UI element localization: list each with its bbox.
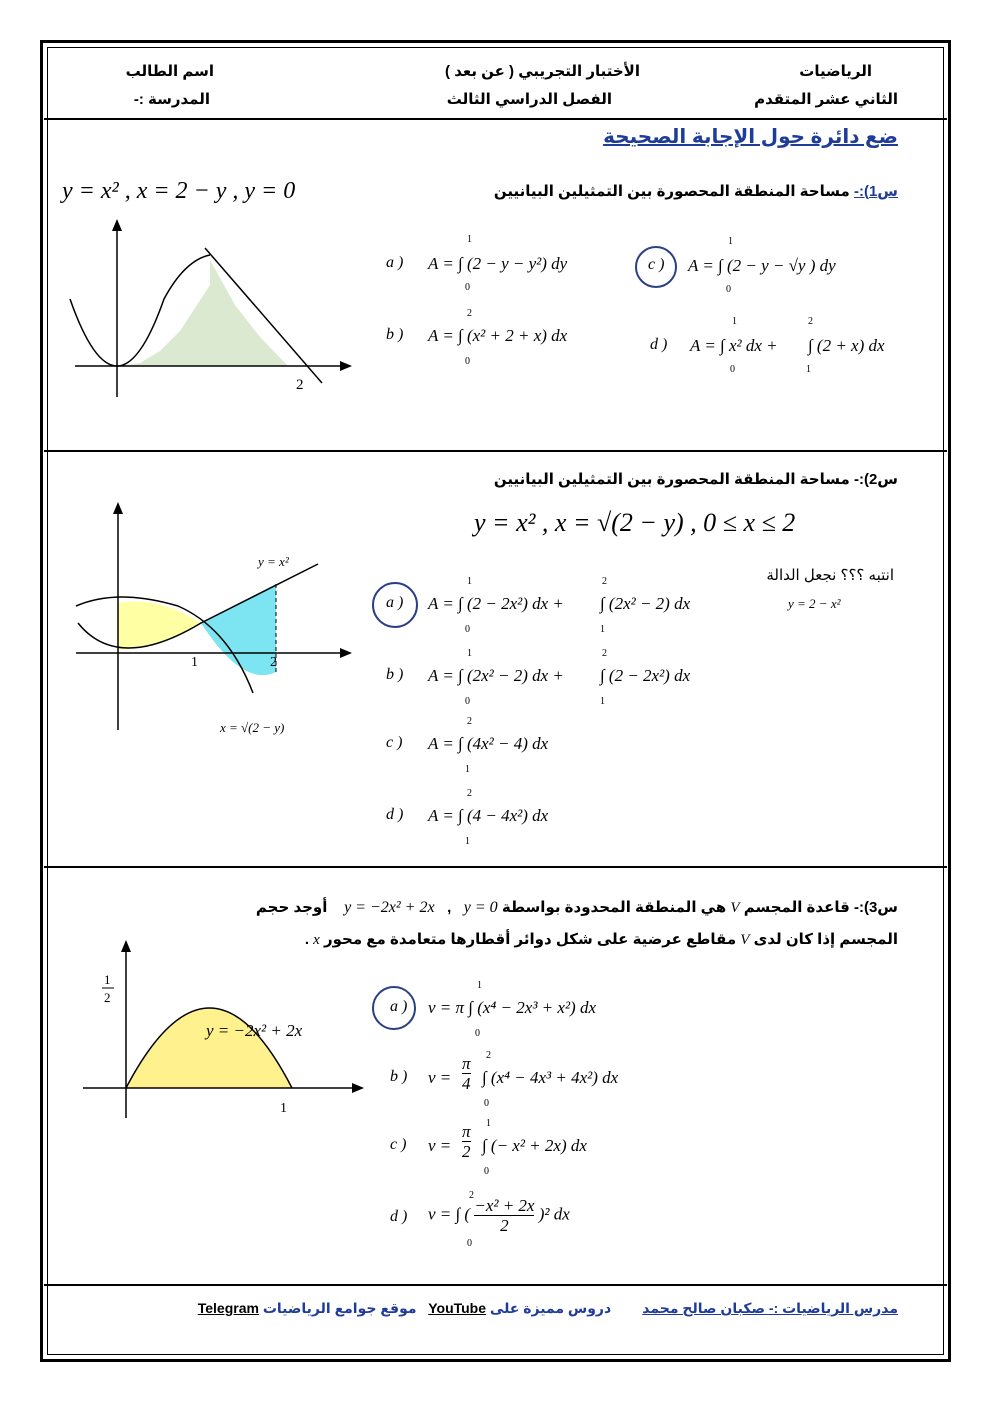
- q2-tick-2: 2: [270, 655, 277, 670]
- q3-c-v-eq: v =: [428, 1136, 452, 1155]
- q1-d-expr1[interactable]: A = ∫ x² dx +: [690, 336, 778, 355]
- header-term: الفصل الدراسي الثالث: [446, 91, 612, 108]
- q3-b-v-eq: v =: [428, 1068, 452, 1087]
- q1-d-upper2: 2: [808, 316, 813, 327]
- divider-q3: [44, 1284, 947, 1286]
- q2-parabola-up: [78, 564, 318, 648]
- q3-b-coef-num: π: [462, 1054, 471, 1073]
- header-subject: الرياضيات: [799, 63, 872, 80]
- q2-c-lower: 1: [465, 764, 470, 775]
- q2-b-expr1[interactable]: A = ∫ (2x² − 2) dx +: [428, 666, 564, 685]
- q3-line1: [256, 898, 898, 917]
- q1-b-letter: b ): [386, 326, 404, 343]
- q1-equations: y = x² , x = 2 − y , y = 0: [62, 178, 296, 204]
- header-student: اسم الطالب: [125, 63, 214, 80]
- q3-line2: [305, 930, 898, 949]
- instruction-title: ضع دائرة حول الإجابة الصحيحة: [603, 126, 898, 148]
- q3-c-coef-num: π: [462, 1122, 471, 1141]
- q3-d-den: 2: [500, 1216, 509, 1235]
- q3-label: س3):-: [853, 899, 898, 916]
- q2-b-upper2: 2: [602, 648, 607, 659]
- q3-c-coef-den: 2: [462, 1142, 471, 1161]
- q3-a-letter: a ): [390, 998, 408, 1015]
- q3-y-tick-num: 1: [104, 972, 111, 987]
- q3-b-lower: 0: [484, 1098, 489, 1109]
- q3-var-V: V: [730, 900, 740, 916]
- q2-note: انتبه ؟؟؟ نجعل الدالة: [766, 567, 894, 584]
- q1-text: مساحة المنطقة المحصورة بين التمثيلين البيانيين: [493, 183, 850, 200]
- q1-c-expr[interactable]: A = ∫ (2 − y − √y ) dy: [688, 256, 836, 275]
- q3-b-coef: [462, 1054, 471, 1093]
- q1-y-arrow: [112, 219, 122, 231]
- q2-b-lower1: 0: [465, 696, 470, 707]
- divider-q2: [44, 866, 947, 868]
- q2-b-letter: b ): [386, 666, 404, 683]
- q3-d-expr[interactable]: [428, 1196, 570, 1235]
- q2-equations: y = x² , x = √(2 − y) , 0 ≤ x ≤ 2: [474, 508, 796, 537]
- q2-d-upper: 2: [467, 788, 472, 799]
- q2-note-eq: y = 2 − x²: [788, 596, 841, 611]
- q1-b-lower: 0: [465, 356, 470, 367]
- q3-text1a: قاعدة المجسم: [743, 899, 850, 916]
- q3-a-lower: 0: [475, 1028, 480, 1039]
- q2-d-expr[interactable]: A = ∫ (4 − 4x²) dx: [428, 806, 549, 825]
- footer-site: موقع جوامع الرياضيات: [262, 1300, 417, 1316]
- q1-graph: [60, 215, 360, 405]
- q2-curve1-label: y = x²: [258, 554, 289, 569]
- q2-c-expr[interactable]: A = ∫ (4x² − 4) dx: [428, 734, 549, 753]
- q1-d-lower1: 0: [730, 364, 735, 375]
- q2-b-upper1: 1: [467, 648, 472, 659]
- q3-b-letter: b ): [390, 1068, 408, 1085]
- q2-y-arrow: [113, 502, 123, 514]
- q3-y-arrow: [121, 940, 131, 952]
- q3-c-lower: 0: [484, 1166, 489, 1177]
- q1-tick-2: 2: [296, 377, 304, 393]
- q2-b-lower2: 1: [600, 696, 605, 707]
- q2-a-upper2: 2: [602, 576, 607, 587]
- footer-teacher: مدرس الرياضيات :- صكبان صالح محمد: [642, 1300, 898, 1316]
- q1-c-lower: 0: [726, 284, 731, 295]
- q2-d-letter: d ): [386, 806, 404, 823]
- q3-a-upper: 1: [477, 980, 482, 991]
- q3-a-expr[interactable]: v = π ∫ (x⁴ − 2x³ + x²) dx: [428, 998, 596, 1017]
- q3-d-upper: 2: [469, 1190, 474, 1201]
- q2-text: مساحة المنطقة المحصورة بين التمثيلين البيانيين: [493, 471, 850, 488]
- header-school: المدرسة :-: [133, 91, 210, 108]
- q1-question: [494, 182, 898, 200]
- q2-a-expr1[interactable]: A = ∫ (2 − 2x²) dx +: [428, 594, 564, 613]
- q1-a-upper: 1: [467, 234, 472, 245]
- q2-tick-1: 1: [191, 655, 198, 670]
- divider-q1: [44, 450, 947, 452]
- q3-d-num: −x² + 2x: [474, 1196, 535, 1215]
- header-grade: الثاني عشر المتقدم: [754, 91, 898, 108]
- q1-x-arrow: [340, 361, 352, 371]
- q3-x-tick-1: 1: [280, 1101, 287, 1116]
- divider-header: [44, 118, 947, 120]
- q3-c-upper: 1: [486, 1118, 491, 1129]
- q3-text2c: .: [304, 931, 309, 948]
- q2-question: [494, 470, 898, 488]
- q3-d-post: )² dx: [538, 1204, 570, 1224]
- q2-label: س2):-: [853, 471, 898, 488]
- footer-youtube[interactable]: YouTube: [428, 1300, 487, 1316]
- footer-telegram[interactable]: Telegram: [197, 1300, 259, 1316]
- q2-c-letter: c ): [386, 734, 403, 751]
- q3-d-letter: d ): [390, 1208, 408, 1225]
- q3-b-coef-den: 4: [462, 1074, 471, 1093]
- q3-graph: [78, 938, 368, 1128]
- q1-a-expr[interactable]: A = ∫ (2 − y − y²) dy: [428, 254, 568, 273]
- q2-d-lower: 1: [465, 836, 470, 847]
- q1-b-expr[interactable]: A = ∫ (x² + 2 + x) dx: [428, 326, 568, 345]
- q2-a-lower1: 0: [465, 624, 470, 635]
- q3-text2b: مقاطع عرضية على شكل دوائر أقطارها متعامدة مع محور: [324, 931, 737, 948]
- q1-label: س1):-: [853, 183, 898, 200]
- q1-a-letter: a ): [386, 254, 404, 271]
- q3-b-expr[interactable]: ∫ (x⁴ − 4x³ + 4x²) dx: [482, 1068, 619, 1087]
- q1-c-letter: c ): [648, 256, 665, 273]
- q3-eq-sep: ,: [447, 899, 452, 916]
- q2-curve2-label: x = √(2 − y): [220, 720, 285, 735]
- q3-var-x: x: [313, 932, 320, 948]
- q3-eq2: y = 0: [463, 899, 498, 916]
- q2-x-arrow: [340, 648, 352, 658]
- q2-a-upper1: 1: [467, 576, 472, 587]
- q2-c-upper: 2: [467, 716, 472, 727]
- q1-c-upper: 1: [728, 236, 733, 247]
- q2-b-expr2[interactable]: ∫ (2 − 2x²) dx: [600, 666, 691, 685]
- q3-text2a: المجسم إذا كان لدى: [753, 931, 898, 948]
- q1-d-expr2[interactable]: ∫ (2 + x) dx: [808, 336, 885, 355]
- footer-lessons: دروس مميزة على: [489, 1300, 612, 1316]
- q3-text1b: هي المنطقة المحدودة بواسطة: [501, 899, 727, 916]
- q1-shaded-region: [117, 260, 288, 366]
- q2-graph: [68, 498, 358, 738]
- q3-c-expr[interactable]: ∫ (− x² + 2x) dx: [482, 1136, 587, 1155]
- q3-eq1: y = −2x² + 2x: [344, 899, 435, 916]
- q1-a-lower: 0: [465, 282, 470, 293]
- q3-x-arrow: [352, 1083, 364, 1093]
- q3-var-V2: V: [740, 932, 750, 948]
- footer: [198, 1300, 898, 1317]
- q3-c-coef: [462, 1122, 471, 1161]
- header-exam: الأختبار التجريبي ( عن بعد ): [445, 63, 640, 80]
- q1-b-upper: 2: [467, 308, 472, 319]
- q3-y-tick-den: 2: [104, 990, 111, 1005]
- q3-curve-label: y = −2x² + 2x: [206, 1021, 303, 1040]
- q3-c-letter: c ): [390, 1136, 407, 1153]
- q1-d-lower2: 1: [806, 364, 811, 375]
- q3-d-lower: 0: [467, 1238, 472, 1249]
- q3-d-pre: v = ∫ (: [428, 1204, 471, 1224]
- q1-d-letter: d ): [650, 336, 668, 353]
- q1-d-upper1: 1: [732, 316, 737, 327]
- q2-a-expr2[interactable]: ∫ (2x² − 2) dx: [600, 594, 691, 613]
- q3-b-upper: 2: [486, 1050, 491, 1061]
- q2-a-lower2: 1: [600, 624, 605, 635]
- q2-a-letter: a ): [386, 594, 404, 611]
- q3-text1c: أوجد حجم: [255, 899, 328, 916]
